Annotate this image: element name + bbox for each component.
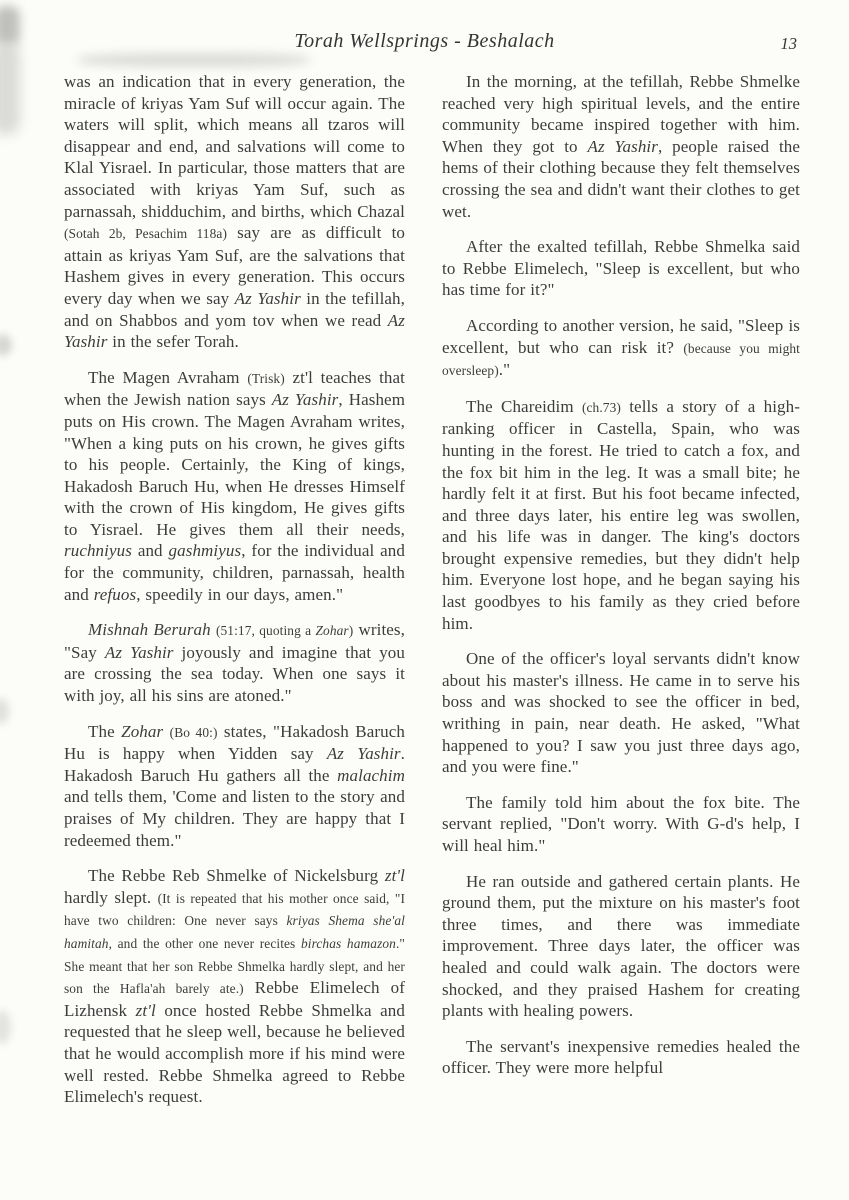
text-run: After the exalted tefillah, Rebbe Shmelka said to Rebbe Elimelech, "Sleep is excellent, but who has time for it?": [442, 237, 800, 300]
paragraph: [64, 619, 405, 706]
paragraph: [442, 315, 800, 382]
text-run: (It is repeated that his mother once said, "I have two children: One never says: [64, 890, 406, 929]
text-run: Az Yashir: [326, 744, 401, 764]
scan-artifact: [0, 698, 9, 724]
text-run: once hosted Rebbe Shmelka and requested that he sleep well, because he believed that he would accomplish more if his mind were well rested. Rebbe Shmelka agreed to Rebbe Elimelech's request.: [64, 1000, 405, 1107]
text-run: was an indication that in every generation, the miracle of kriyas Yam Suf will occur again. The waters will split, which means all tzaros will disappear and end, and salvations will come to Klal Yisrael. In particular, those matters that are associated with kriyas Yam Suf, such as parnassah, shidduchim, and births, which Chazal: [64, 72, 405, 221]
text-run: In the morning, at the tefillah, Rebbe Shmelke reached very high spiritual levels, and the entire community became inspired together with him. When they got to: [442, 72, 800, 156]
page-number: 13: [780, 34, 797, 53]
text-run: refuos: [93, 584, 137, 604]
paragraph: [442, 792, 800, 857]
paragraph: [442, 1036, 800, 1079]
text-run: and tells them, 'Come and listen to the story and praises of My children. They are happy that I redeemed them.": [64, 787, 405, 850]
text-run: states, "Hakadosh Baruch Hu is happy when Yidden say: [64, 721, 405, 764]
text-run: gashmiyus: [168, 541, 242, 561]
text-run: (Trisk): [247, 370, 285, 386]
text-run: The Rebbe Reb Shmelke of Nickelsburg: [88, 866, 385, 886]
text-run: ): [348, 623, 354, 639]
text-run: (ch.73): [581, 399, 621, 415]
text-run: in the tefillah, and on Shabbos and yom tov when we read: [64, 288, 405, 330]
text-run: kriyas Shema she'al hamitah: [64, 913, 405, 951]
text-run: Az Yashir: [271, 390, 339, 410]
text-run: , Hashem puts on His crown. The Magen Avraham writes, "When a king puts on his crown, he gives gifts to his people. Certainly, the King of kings, Hakadosh Baruch Hu, when He dresses Himself with the crown of His kingdom, He gives gifts to Yisrael. He gives them all their needs,: [64, 390, 406, 539]
scan-artifact: [0, 42, 20, 134]
text-run: zt'l: [384, 866, 405, 886]
text-run: joyously and imagine that you are crossing the sea today. When one says it with joy, all his sins are atoned.": [64, 642, 405, 706]
text-run: Az Yashir: [64, 310, 405, 352]
text-run: . Hakadosh Baruch Hu gathers all the: [64, 744, 406, 785]
scan-artifact: [0, 334, 12, 356]
text-run: , speedily in our days, amen.": [136, 584, 344, 604]
paragraph: [442, 648, 800, 778]
text-run: The Chareidim: [466, 396, 582, 416]
text-run: tells a story of a high-ranking officer in Castella, Spain, who was hunting in the forest. He tried to catch a fox, and the fox bit him in the leg. It was a small bite; he hardly felt it at first. But his foot became infected, and three days later, his entire leg was swollen, and his life was in danger. The king's doctors brought expensive remedies, but they didn't help him. Everyone lost hope, and he began saying his last goodbyes to his family as they cried before him.: [442, 396, 800, 633]
text-run: hardly slept.: [64, 887, 158, 907]
text-run: Zohar: [121, 721, 164, 741]
text-run: and: [131, 541, 169, 561]
text-run: ." She meant that her son Rebbe Shmelka hardly slept, and her son the Hafla'ah barely ate.): [64, 935, 405, 997]
text-run: According to another version, he said, "Sleep is excellent, but who can risk it?: [442, 315, 800, 357]
text-run: Zohar: [315, 623, 349, 639]
text-run: Mishnah Berurah: [88, 620, 211, 640]
text-run: The Magen Avraham: [88, 367, 248, 387]
text-run: birchas hamazon: [300, 935, 396, 951]
right-column: [442, 71, 800, 1122]
text-run: , and the other one never recites: [108, 935, 301, 951]
text-run: writes, "Say: [64, 620, 405, 662]
text-run: say are as difficult to attain as kriyas Yam Suf, are the salvations that Hashem gives in every generation. This occurs every day when we say: [64, 223, 405, 308]
paragraph: [64, 865, 405, 1108]
paragraph: [442, 871, 800, 1022]
text-run: The: [88, 721, 122, 741]
text-run: zt'l teaches that when the Jewish nation says: [64, 367, 405, 410]
paragraph: [64, 71, 405, 353]
text-run: (51:17, quoting a: [215, 623, 316, 639]
paragraph: [64, 721, 405, 852]
text-run: ruchniyus: [64, 541, 132, 561]
scan-artifact: [0, 1010, 11, 1044]
paragraph: [442, 396, 800, 635]
text-run: He ran outside and gathered certain plants. He ground them, put the mixture on his master's foot three times, and there was immediate improvement. Three days later, the officer was healed and could walk again. The doctors were shocked, and they praised Hashem for creating plants with healing powers.: [442, 871, 800, 1021]
left-column: [64, 71, 405, 1122]
text-run: (Bo 40:): [169, 724, 218, 740]
paragraph: [442, 71, 800, 222]
text-run: The servant's inexpensive remedies healed the officer. They were more helpful: [442, 1036, 800, 1078]
text-run: Az Yashir: [587, 136, 658, 156]
two-column-text: [64, 71, 800, 1122]
text-run: malachim: [337, 765, 405, 785]
text-run: zt'l: [135, 1000, 156, 1020]
text-run: , for the individual and for the community, children, parnassah, health and: [64, 541, 405, 604]
scan-artifact: [78, 53, 310, 67]
paragraph: [442, 236, 800, 301]
page-title: Torah Wellsprings - Beshalach: [294, 30, 555, 52]
text-run: (Sotah 2b, Pesachim 118a): [64, 226, 228, 242]
text-run: Rebbe Elimelech of Lizhensk: [64, 978, 405, 1020]
text-run: Az Yashir: [234, 288, 301, 308]
text-run: One of the officer's loyal servants didn't know about his master's illness. He came in to serve his boss and was shocked to see the officer in bed, writhing in pain, near death. He asked, "What happened to you? I saw you just three days ago, and you were fine.": [442, 649, 800, 777]
text-run: (because you might oversleep): [442, 340, 800, 379]
text-run: The family told him about the fox bite. The servant replied, "Don't worry. With G-d's help, I will heal him.": [442, 792, 800, 855]
paragraph: [64, 367, 405, 606]
text-run: .": [498, 360, 511, 380]
text-run: , people raised the hems of their clothing because they felt themselves crossing the sea and didn't want their clothes to get wet.: [442, 136, 801, 221]
text-run: in the sefer Torah.: [107, 332, 239, 352]
text-run: Az Yashir: [104, 642, 174, 662]
